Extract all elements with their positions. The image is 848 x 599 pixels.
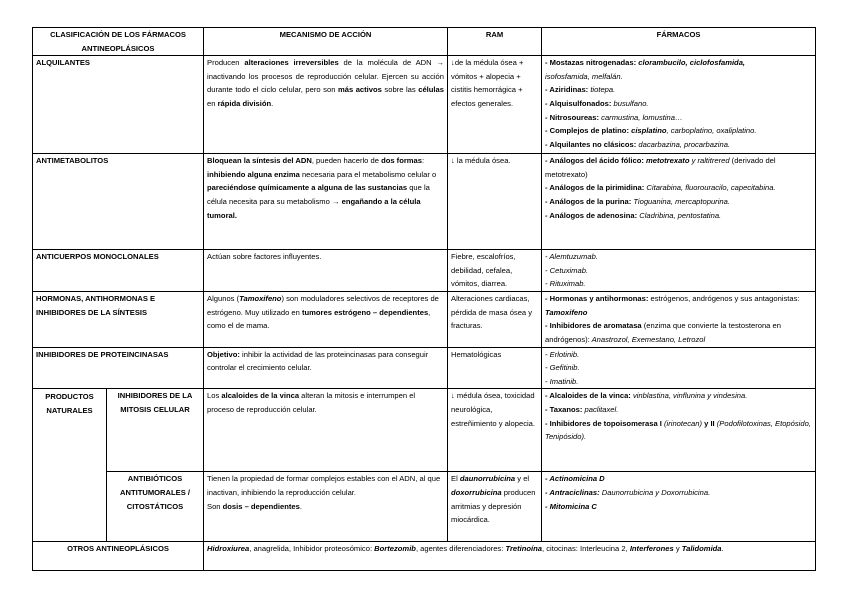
header-drugs: FÁRMACOS <box>542 28 816 56</box>
antineoplastic-classification-table <box>32 27 816 571</box>
subcategory-antibioticos: ANTIBIÓTICOS ANTITUMORALES / CITOSTÁTICOS <box>107 472 204 542</box>
ram-anticuerpos: Fiebre, escalofríos, debilidad, cefalea, vómitos, diarrea. <box>448 250 542 292</box>
subcategory-mitosis: INHIBIDORES DE LA MITOSIS CELULAR <box>107 389 204 472</box>
drugs-hormonas: - Hormonas y antihormonas: estrógenos, andrógenos y sus antagonistas: Tamoxifeno - Inhibidores de aromatasa (enzima que convierte la testosterona en andrógenos): Anastrozol, Exemestano, Letrozol <box>542 292 816 347</box>
ram-antibioticos: El daunorrubicina y el doxorrubicina producen arritmias y depresión miocárdica. <box>448 472 542 542</box>
drugs-antimetabolitos: - Análogos del ácido fólico: metotrexato y raltitrered (derivado del metotrexato) - Análogos de la pirimidina: Citarabina, fluorouracilo, capecitabina. - Análogos de la purina: Tioguanina, mercaptopurina. - Análogos de adenosina: Cladribina, pentostatina. <box>542 154 816 250</box>
ram-alquilantes: ↓de la médula ósea + vómitos + alopecia + cistitis hemorrágica + efectos generales. <box>448 56 542 154</box>
mechanism-antimetabolitos: Bloquean la síntesis del ADN, pueden hacerlo de dos formas: inhibiendo alguna enzima necesaria para el metabolismo celular o pareciéndose químicamente a alguna de las sustancias que la célula necesita para su metabolismo → engañando a la célula tumoral. <box>204 154 448 250</box>
header-ram: RAM <box>448 28 542 56</box>
ram-mitosis: ↓ médula ósea, toxicidad neurológica, estreñimiento y alopecia. <box>448 389 542 472</box>
drugs-antibioticos: - Actinomicina D - Antraciclinas: Daunorrubicina y Doxorrubicina. - Mitomicina C <box>542 472 816 542</box>
category-productos-naturales: PRODUCTOS NATURALES <box>33 389 107 542</box>
table-row-anticuerpos <box>33 250 816 292</box>
drugs-alquilantes: - Mostazas nitrogenadas: clorambucilo, ciclofosfamida, isofosfamida, melfalán. - Aziridinas: tiotepa. - Alquisulfonados: busulfano. - Nitrosoureas: carmustina, lomustina… - Complejos de platino: cisplatino, carboplatino, oxaliplatino. - Alquilantes no clásicos: dacarbazina, procarbazina. <box>542 56 816 154</box>
mechanism-alquilantes: Producen alteraciones irreversibles de la molécula de ADN → inactivando los procesos de reproducción celular. Ejercen su acción durante todo el ciclo celular, pero son más activos sobre las células en rápida división. <box>204 56 448 154</box>
table-row-proteincinasas <box>33 347 816 389</box>
table-row-antibioticos <box>33 472 816 542</box>
drugs-proteincinasas: - Erlotinib. - Gefitinib. - Imatinib. <box>542 347 816 389</box>
table-row-hormonas <box>33 292 816 347</box>
table-row-otros <box>33 542 816 571</box>
drugs-otros: Hidroxiurea, anagrelida, Inhibidor proteosómico: Bortezomib, agentes diferenciadores: Tretinoína, citocinas: Interleucina 2, Interferones y Talidomida. <box>204 542 816 571</box>
ram-hormonas: Alteraciones cardiacas, pérdida de masa ósea y fracturas. <box>448 292 542 347</box>
header-classification: CLASIFICACIÓN DE LOS FÁRMACOS ANTINEOPLÁSICOS <box>33 28 204 56</box>
category-proteincinasas: INHIBIDORES DE PROTEINCINASAS <box>33 347 204 389</box>
mechanism-hormonas: Algunos (Tamoxifeno) son moduladores selectivos de receptores de estrógeno. Muy utilizado en tumores estrógeno – dependientes, como el de mama. <box>204 292 448 347</box>
ram-proteincinasas: Hematológicas <box>448 347 542 389</box>
table-row-alquilantes <box>33 56 816 154</box>
ram-antimetabolitos: ↓ la médula ósea. <box>448 154 542 250</box>
mechanism-mitosis: Los alcaloides de la vinca alteran la mitosis e interrumpen el proceso de reproducción celular. <box>204 389 448 472</box>
mechanism-anticuerpos: Actúan sobre factores influyentes. <box>204 250 448 292</box>
table-header-row <box>33 28 816 56</box>
header-mechanism: MECANISMO DE ACCIÓN <box>204 28 448 56</box>
category-alquilantes: ALQUILANTES <box>33 56 204 154</box>
category-otros: OTROS ANTINEOPLÁSICOS <box>33 542 204 571</box>
category-hormonas: HORMONAS, ANTIHORMONAS E INHIBIDORES DE LA SÍNTESIS <box>33 292 204 347</box>
drugs-mitosis: - Alcaloides de la vinca: vinblastina, vinflunina y vindesina. - Taxanos: paclitaxel. - Inhibidores de topoisomerasa I (irinotecan) y II (Podofilotoxinas, Etopósido, Tenipósido). <box>542 389 816 472</box>
mechanism-antibioticos: Tienen la propiedad de formar complejos estables con el ADN, al que inactivan, inhibiendo la reproducción celular. Son dosis – dependientes. <box>204 472 448 542</box>
mechanism-proteincinasas: Objetivo: inhibir la actividad de las proteincinasas para conseguir controlar el crecimiento celular. <box>204 347 448 389</box>
category-antimetabolitos: ANTIMETABOLITOS <box>33 154 204 250</box>
table-row-mitosis <box>33 389 816 472</box>
table-row-antimetabolitos <box>33 154 816 250</box>
drugs-anticuerpos: - Alemtuzumab. - Cetuximab. - Rituximab. <box>542 250 816 292</box>
category-anticuerpos: ANTICUERPOS MONOCLONALES <box>33 250 204 292</box>
